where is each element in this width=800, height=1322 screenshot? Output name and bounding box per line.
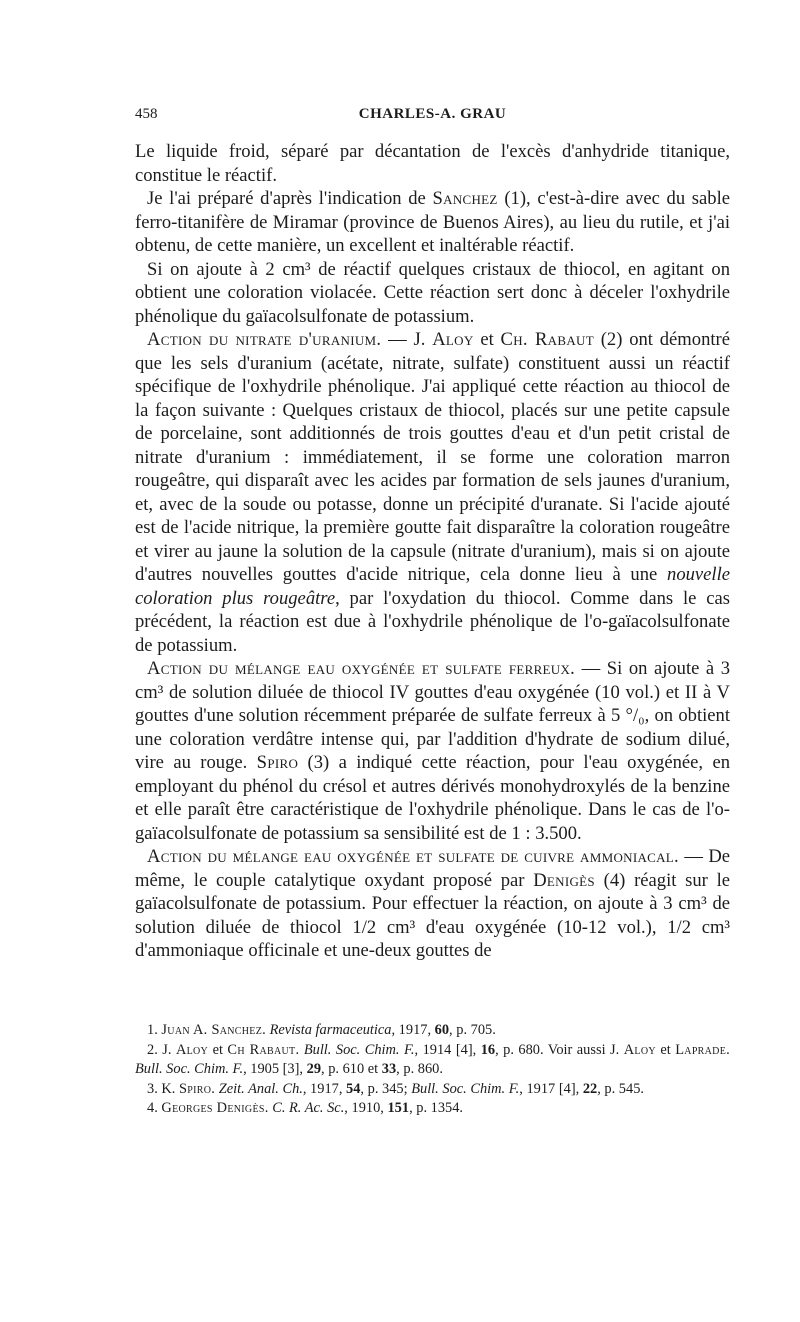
footnote-3 bbox=[135, 1080, 730, 1100]
paragraph-2 bbox=[135, 187, 730, 258]
text-run: , 1910, bbox=[344, 1100, 388, 1117]
footnote-volume: 33 bbox=[381, 1061, 397, 1078]
author-name: Sanchez bbox=[432, 188, 498, 209]
text-run: (2) ont démontré que les sels d'uranium (acétate, nitrate, sulfate) constituent aussi un réactif spécifique de l'oxhydrile phénolique. J'ai appliqué cette réaction au thiocol de la façon suivante : Quelques cristaux de thiocol, placés sur une petite capsule de porcelaine, sont additionnés de trois gouttes d'eau et d'un petit cristal de nitrate d'uranium : immédiatement, il se forme une coloration marron rougeâtre, qui disparaît avec les acides par formation de sels jaunes d'uranium, et, avec de la soude ou potasse, donne un précipité d'uranate. Si l'acide ajouté est de l'acide nitrique, la première goutte fait disparaître la coloration rougeâtre et virer au jaune la solution de la capsule (nitrate d'uranium), mais si on ajoute d'autres nouvelles gouttes d'acide nitrique, cela donne lieu à une bbox=[135, 329, 730, 585]
section-heading: Action du nitrate d'uranium. bbox=[147, 329, 382, 350]
footnote-volume: 16 bbox=[480, 1041, 496, 1058]
text-run: , par l'oxydation du thiocol. Comme dans le cas précédent, la réaction est due à l'oxhydrile phénolique de l'o-gaïacolsulfonate de potassium. bbox=[135, 587, 730, 656]
author-name: Ch. Rabaut bbox=[500, 329, 594, 350]
text-run: et bbox=[473, 329, 501, 350]
footnote-author: Ch Rabaut. bbox=[227, 1041, 300, 1058]
text-run: — Si on ajoute à 3 cm³ de solution diluée de thiocol IV gouttes d'eau oxygénée (10 vol.) et II à V gouttes d'une solution récemment préparée de sulfate ferreux à 5 °/₀, on obtient une coloration verdâtre intense qui, par l'addition d'hydrate de sodium dilué, vire au rouge. bbox=[135, 658, 730, 773]
text-run: , p. 1354. bbox=[409, 1100, 464, 1117]
paragraph-3: Si on ajoute à 2 cm³ de réactif quelques cristaux de thiocol, en agitant on obtient une coloration violacée. Cette réaction sert donc à déceler l'oxhydrile phénolique du gaïacolsulfonate de potassium. bbox=[135, 258, 730, 327]
footnote-volume: 54 bbox=[346, 1080, 361, 1097]
text-run: , 1917, bbox=[302, 1080, 347, 1097]
page-header bbox=[135, 106, 730, 128]
author-name: Denigès bbox=[533, 869, 595, 891]
text-run: et bbox=[655, 1041, 676, 1058]
footnote-author: Georges Denigès. bbox=[161, 1100, 269, 1117]
paragraph-1: Le liquide froid, séparé par décantation de l'excès d'anhydride titanique, constitue le réactif. bbox=[135, 141, 730, 186]
footnote-4 bbox=[135, 1099, 730, 1119]
text-run: (4) réagit sur le gaïacolsulfonate de potassium. Pour effectuer la réaction, on ajoute à 3 cm³ de solution diluée de thiocol 1/2 cm³ d'eau oxygénée (10-12 vol.), 1/2 cm³ d'ammoniaque officinale et une-deux gouttes de bbox=[135, 869, 730, 961]
footnote-volume: 29 bbox=[306, 1061, 322, 1078]
footnote-number: 2. J. bbox=[147, 1041, 176, 1058]
footnote-1 bbox=[135, 1021, 730, 1041]
page-number: 458 bbox=[135, 106, 158, 122]
section-heading: Action du mélange eau oxygénée et sulfate ferreux. bbox=[147, 658, 576, 679]
footnote-journal: Bull. Soc. Chim. F. bbox=[299, 1041, 415, 1058]
text-run: , p. 610 et bbox=[321, 1061, 382, 1078]
text-run: — De même, le couple catalytique oxydant proposé par bbox=[135, 846, 730, 891]
paragraph-6 bbox=[135, 845, 730, 963]
italic-phrase: nouvelle coloration plus rougeâtre bbox=[135, 564, 730, 609]
footnote-number: 1. bbox=[147, 1022, 162, 1038]
author-name: Aloy bbox=[432, 329, 474, 350]
footnote-author: Aloy bbox=[175, 1041, 209, 1058]
text-run: , p. 345; bbox=[360, 1080, 412, 1097]
footnote-number: 4. bbox=[147, 1100, 162, 1117]
text-run: (3) a indiqué cette réaction, pour l'eau oxygénée, en employant du phénol du crésol et autres dérivés monohydroxylés de la benzine et elle paraît être caractéristique de l'oxhydrile phénolique. Dans le cas de l'o-gaïacolsulfonate de potassium sa sensibilité est de 1 : 3.500. bbox=[135, 752, 730, 844]
running-title: CHARLES-A. GRAU bbox=[358, 106, 507, 122]
body-text bbox=[135, 140, 730, 963]
text-run: — J. bbox=[381, 329, 433, 350]
footnote-journal: Revista farmaceutica bbox=[266, 1022, 392, 1038]
footnote-volume: 60 bbox=[434, 1022, 450, 1038]
footnote-author: Aloy bbox=[623, 1041, 656, 1058]
text-run: , 1917 [4], bbox=[519, 1080, 583, 1097]
footnote-author: Juan A. Sanchez. bbox=[161, 1022, 266, 1038]
text-run: , p. 705. bbox=[449, 1022, 496, 1038]
footnotes bbox=[135, 1021, 730, 1119]
text-run: , p. 545. bbox=[597, 1080, 644, 1097]
footnote-journal: C. R. Ac. Sc. bbox=[268, 1100, 345, 1117]
text-run: , p. 860. bbox=[396, 1061, 443, 1078]
author-name: Spiro bbox=[256, 752, 299, 773]
paragraph-4 bbox=[135, 328, 730, 657]
text-run: , 1917, bbox=[391, 1022, 435, 1038]
footnote-2 bbox=[135, 1041, 730, 1080]
footnote-volume: 151 bbox=[387, 1100, 410, 1117]
text-run: et bbox=[208, 1041, 228, 1058]
text-run: , 1905 [3], bbox=[243, 1061, 307, 1078]
footnote-number: 3. K. bbox=[147, 1080, 179, 1097]
footnote-volume: 22 bbox=[582, 1080, 598, 1097]
footnote-journal: Bull. Soc. Chim. F. bbox=[135, 1061, 244, 1078]
footnote-journal: Zeit. Anal. Ch. bbox=[215, 1080, 303, 1097]
text-run: , 1914 [4], bbox=[414, 1041, 481, 1058]
text-run: , p. 680. Voir aussi J. bbox=[495, 1041, 624, 1058]
footnote-journal: Bull. Soc. Chim. F. bbox=[411, 1080, 520, 1097]
footnote-author: Spiro. bbox=[178, 1080, 216, 1097]
text-run: (1), c'est-à-dire avec du sable ferro-titanifère de Miramar (province de Buenos Aires), au lieu du rutile, et j'ai obtenu, de cette manière, un excellent et inaltérable réactif. bbox=[135, 188, 730, 256]
footnote-author: Laprade. bbox=[675, 1041, 730, 1058]
paragraph-5 bbox=[135, 657, 730, 845]
section-heading: Action du mélange eau oxygénée et sulfate de cuivre ammoniacal. bbox=[147, 846, 679, 867]
text-run: Je l'ai préparé d'après l'indication de bbox=[147, 188, 433, 209]
